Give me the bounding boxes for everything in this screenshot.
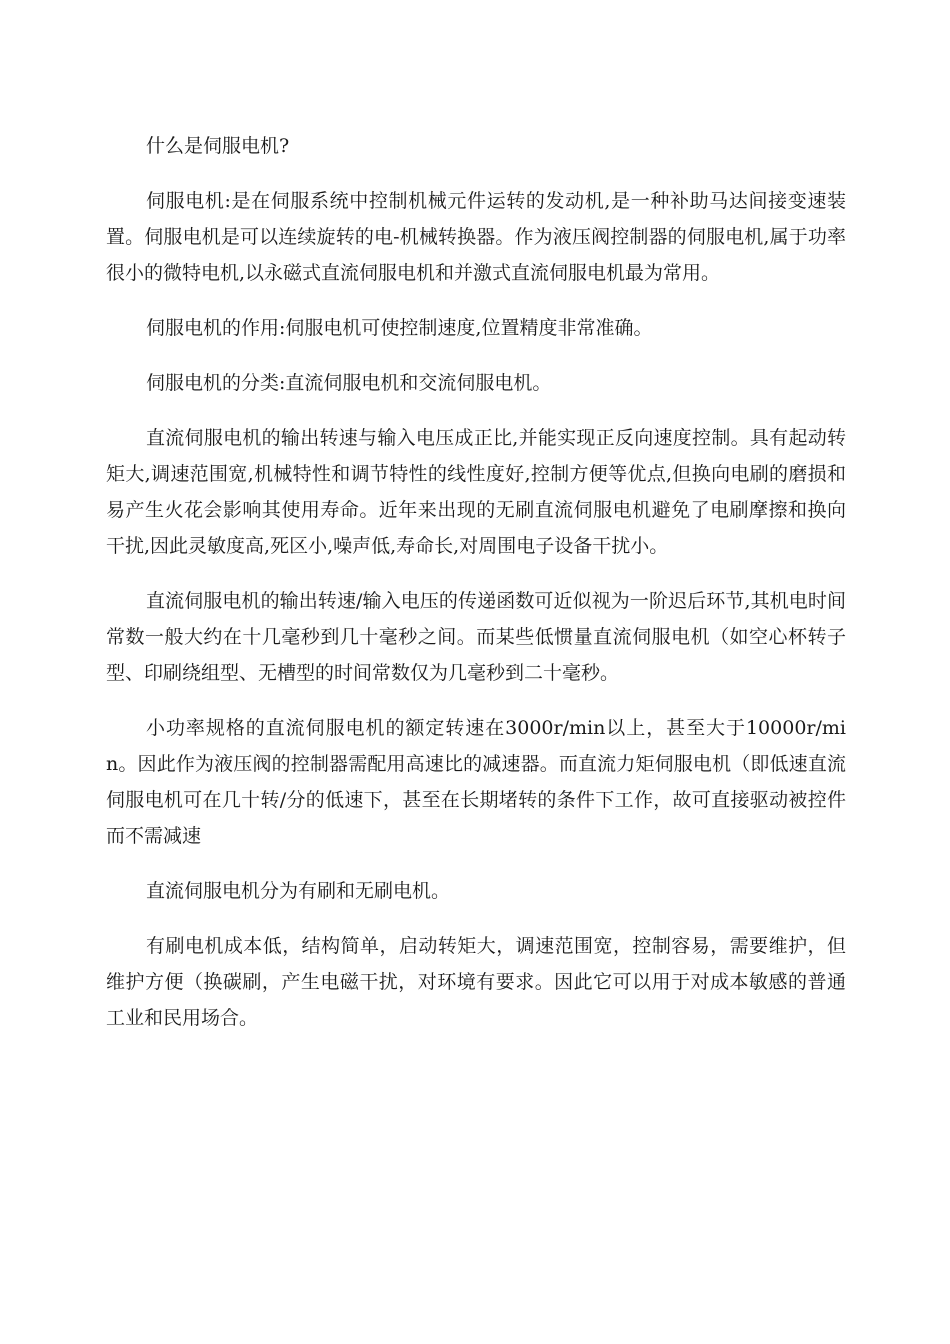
paragraph-servo-types: 伺服电机的分类:直流伺服电机和交流伺服电机。 xyxy=(146,372,552,394)
paragraph-dc-servo-transfer-function: 直流伺服电机的输出转速/输入电压的传递函数可近似视为一阶迟后环节,其机电时间常数一般大约在十几毫秒到几十毫秒之间。而某些低惯量直流伺服电机（如空心杯转子型、印刷绕组型、无槽型的时间常数仅为几毫秒到二十毫秒。 xyxy=(106,590,846,684)
paragraph-low-power-dc-servo: 小功率规格的直流伺服电机的额定转速在3000r/min以上，甚至大于10000r/min。因此作为液压阀的控制器需配用高速比的减速器。而直流力矩伺服电机（即低速直流伺服电机可在几十转/分的低速下，甚至在长期堵转的条件下工作，故可直接驱动被控件而不需减速 xyxy=(106,717,846,847)
paragraph-brushed-motor: 有刷电机成本低，结构简单，启动转矩大，调速范围宽，控制容易，需要维护，但维护方便（换碳刷，产生电磁干扰，对环境有要求。因此它可以用于对成本敏感的普通工业和民用场合。 xyxy=(106,935,846,1029)
paragraph-servo-definition: 伺服电机:是在伺服系统中控制机械元件运转的发动机,是一种补助马达间接变速装置。伺服电机是可以连续旋转的电-机械转换器。作为液压阀控制器的伺服电机,属于功率很小的微特电机,以永磁式直流伺服电机和并激式直流伺服电机最为常用。 xyxy=(106,190,846,284)
document-body xyxy=(106,128,846,1055)
paragraph-brushed-brushless: 直流伺服电机分为有刷和无刷电机。 xyxy=(146,880,451,902)
paragraph-servo-function: 伺服电机的作用:伺服电机可使控制速度,位置精度非常准确。 xyxy=(146,317,653,339)
paragraph-dc-servo-characteristics: 直流伺服电机的输出转速与输入电压成正比,并能实现正反向速度控制。具有起动转矩大,调速范围宽,机械特性和调节特性的线性度好,控制方便等优点,但换向电刷的磨损和易产生火花会影响其使用寿命。近年来出现的无刷直流伺服电机避免了电刷摩擦和换向干扰,因此灵敏度高,死区小,噪声低,寿命长,对周围电子设备干扰小。 xyxy=(106,427,846,557)
paragraph-what-is-servo: 什么是伺服电机? xyxy=(146,135,290,157)
